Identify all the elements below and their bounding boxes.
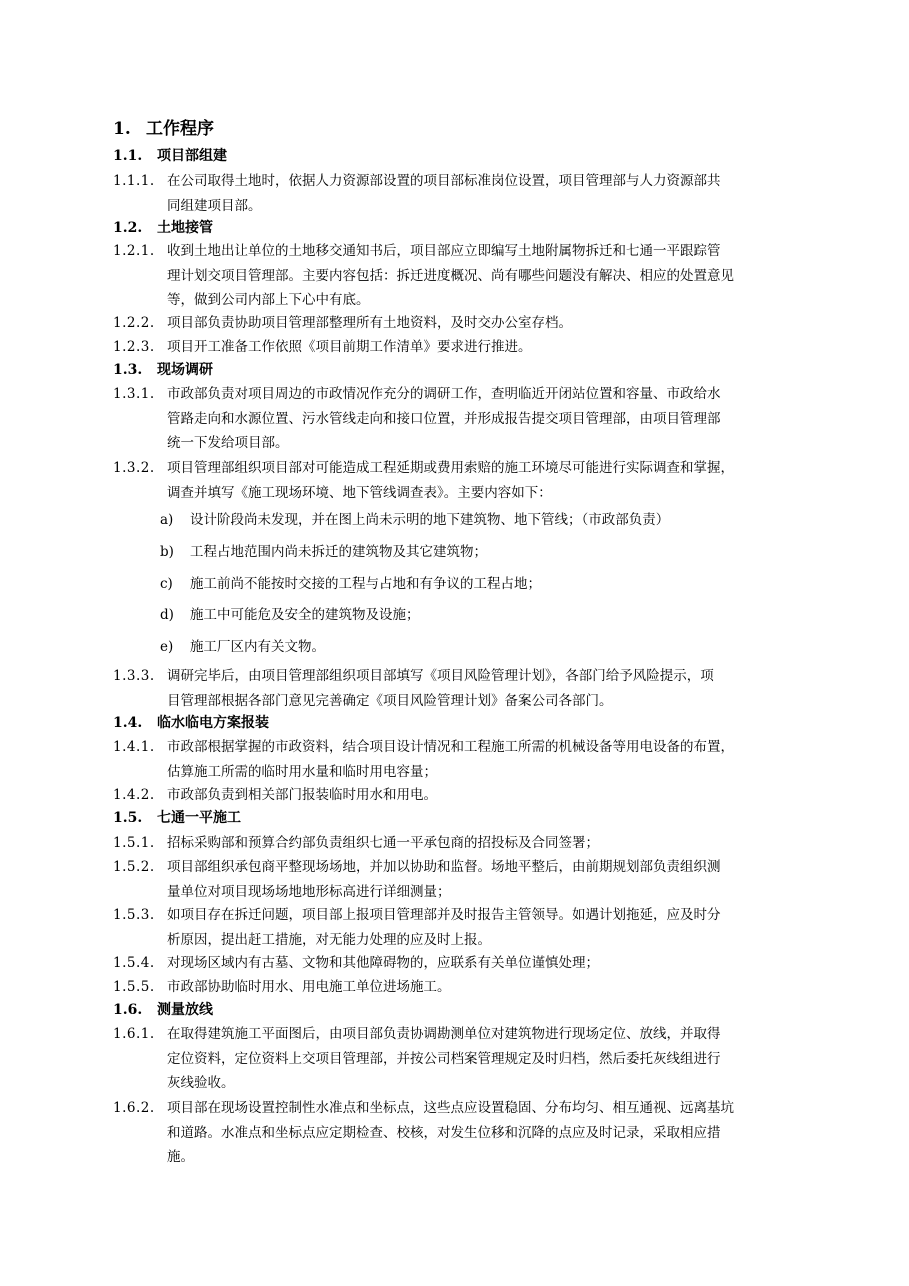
subsection-title: 临水临电方案报装 — [157, 715, 269, 731]
clause-number: 1.3.2. — [113, 460, 155, 476]
clause-line: 在公司取得土地时，依据人力资源部设置的项目部标准岗位设置，项目管理部与人力资源部共 — [167, 173, 721, 189]
clause-line: 市政部负责到相关部门报装临时用水和用电。 — [167, 787, 437, 803]
subsection-title: 测量放线 — [157, 1002, 213, 1018]
clause-line: 估算施工所需的临时用水量和临时用电容量； — [167, 763, 437, 780]
clause-line: 理计划交项目管理部。主要内容包括：拆迁进度概况、尚有哪些问题没有解决、相应的处置意见 — [167, 267, 734, 284]
clause-number: 1.4.2. — [113, 787, 155, 803]
subsection-heading — [113, 999, 213, 1021]
subsection-number: 1.1. — [113, 148, 143, 164]
subsection-title: 现场调研 — [157, 362, 213, 378]
clause-line: 统一下发给项目部。 — [167, 435, 289, 451]
sub-item-letter: d) — [160, 607, 174, 623]
section-number: 1. — [113, 119, 131, 139]
sub-item-text: 施工中可能危及安全的建筑物及设施； — [190, 607, 420, 623]
clause-line: 管路走向和水源位置、污水管线走向和接口位置，并形成报告提交项目管理部，由项目管理部 — [167, 410, 721, 427]
clause-line: 项目管理部组织项目部对可能造成工程延期或费用索赔的施工环境尽可能进行实际调查和掌握， — [167, 460, 734, 476]
clause-line: 市政部负责对项目周边的市政情况作充分的调研工作，查明临近开闭站位置和容量、市政给水 — [167, 386, 721, 402]
clause-line: 招标采购部和预算合约部负责组织七通一平承包商的招投标及合同签署； — [167, 835, 599, 851]
clause-line: 量单位对项目现场场地地形标高进行详细测量； — [167, 883, 451, 900]
subsection-heading — [113, 145, 227, 167]
clause-number: 1.5.2. — [113, 859, 155, 875]
clause — [113, 335, 833, 360]
clause — [113, 951, 833, 976]
subsection-title: 土地接管 — [157, 220, 213, 236]
clause-line: 调研完毕后，由项目管理部组织项目部填写《项目风险管理计划》，各部门给予风险提示，项 — [167, 668, 714, 684]
clause — [113, 975, 833, 1000]
sub-list-item — [160, 636, 325, 658]
clause-number: 1.5.3. — [113, 907, 155, 923]
clause-line: 施。 — [167, 1149, 194, 1165]
clause-number: 1.3.1. — [113, 386, 155, 402]
clause-line: 项目开工准备工作依照《项目前期工作清单》要求进行推进。 — [167, 339, 532, 355]
sub-item-letter: b) — [160, 544, 174, 560]
subsection-number: 1.6. — [113, 1002, 143, 1018]
sub-item-text: 施工厂区内有关文物。 — [190, 639, 325, 655]
clause-number: 1.2.1. — [113, 243, 155, 259]
sub-item-letter: e) — [160, 639, 174, 655]
clause-line: 如项目存在拆迁问题，项目部上报项目管理部并及时报告主管领导。如遇计划拖延，应及时分 — [167, 907, 721, 923]
clause — [113, 169, 833, 218]
subsection-heading — [113, 217, 213, 239]
clause-line: 市政部协助临时用水、用电施工单位进场施工。 — [167, 979, 451, 995]
clause-number: 1.5.5. — [113, 979, 155, 995]
sub-item-letter: a) — [160, 512, 174, 528]
clause-line: 目管理部根据各部门意见完善确定《项目风险管理计划》备案公司各部门。 — [167, 692, 613, 709]
clause-line: 同组建项目部。 — [167, 197, 262, 214]
subsection-number: 1.5. — [113, 810, 143, 826]
sub-list-item — [160, 604, 420, 626]
clause — [113, 456, 833, 505]
subsection-number: 1.3. — [113, 362, 143, 378]
clause-line: 等，做到公司内部上下心中有底。 — [167, 292, 370, 308]
clause-number: 1.2.3. — [113, 339, 155, 355]
clause-line: 市政部根据掌握的市政资料，结合项目设计情况和工程施工所需的机械设备等用电设备的布置， — [167, 739, 734, 755]
sub-item-text: 设计阶段尚未发现，并在图上尚未示明的地下建筑物、地下管线；（市政部负责） — [190, 512, 670, 528]
clause-line: 定位资料，定位资料上交项目管理部，并按公司档案管理规定及时归档，然后委托灰线组进行 — [167, 1050, 721, 1067]
sub-item-letter: c) — [160, 576, 173, 592]
clause-line: 项目部组织承包商平整现场场地，并加以协助和监督。场地平整后，由前期规划部负责组织测 — [167, 859, 721, 875]
clause-number: 1.3.3. — [113, 668, 155, 684]
clause — [113, 311, 833, 336]
clause — [113, 783, 833, 808]
clause-line: 在取得建筑施工平面图后，由项目部负责协调勘测单位对建筑物进行现场定位、放线，并取得 — [167, 1026, 721, 1042]
clause-line: 项目部负责协助项目管理部整理所有土地资料，及时交办公室存档。 — [167, 315, 572, 331]
clause — [113, 1096, 833, 1170]
clause — [113, 903, 833, 952]
sub-item-text: 工程占地范围内尚未拆迁的建筑物及其它建筑物； — [190, 544, 487, 560]
subsection-number: 1.2. — [113, 220, 143, 236]
clause-line: 灰线验收。 — [167, 1075, 235, 1091]
clause-line: 和道路。水准点和坐标点应定期检查、校核，对发生位移和沉降的点应及时记录，采取相应措 — [167, 1124, 721, 1141]
subsection-number: 1.4. — [113, 715, 143, 731]
clause-number: 1.5.4. — [113, 955, 155, 971]
section-heading — [113, 117, 214, 141]
clause-number: 1.1.1. — [113, 173, 155, 189]
clause-line: 对现场区域内有古墓、文物和其他障碍物的，应联系有关单位谨慎处理； — [167, 955, 599, 971]
clause — [113, 382, 833, 456]
sub-list-item — [160, 541, 487, 563]
clause — [113, 831, 833, 856]
sub-item-text: 施工前尚不能按时交接的工程与占地和有争议的工程占地； — [190, 576, 541, 592]
subsection-heading — [113, 807, 241, 829]
clause-line: 调查并填写《施工现场环境、地下管线调查表》。主要内容如下： — [167, 484, 552, 501]
sub-list-item — [160, 509, 669, 531]
clause — [113, 239, 833, 313]
clause-number: 1.5.1. — [113, 835, 155, 851]
clause-line: 析原因，提出赶工措施，对无能力处理的应及时上报。 — [167, 931, 491, 948]
subsection-heading — [113, 712, 269, 734]
clause — [113, 664, 833, 713]
section-title: 工作程序 — [146, 119, 214, 139]
clause-line: 项目部在现场设置控制性水准点和坐标点，这些点应设置稳固、分布均匀、相互通视、远离基坑 — [167, 1100, 734, 1116]
subsection-title: 七通一平施工 — [157, 810, 241, 826]
subsection-heading — [113, 359, 213, 381]
clause — [113, 1022, 833, 1096]
subsection-title: 项目部组建 — [157, 148, 227, 164]
clause-line: 收到土地出让单位的土地移交通知书后，项目部应立即编写土地附属物拆迁和七通一平跟踪管 — [167, 243, 721, 259]
clause-number: 1.6.1. — [113, 1026, 155, 1042]
clause — [113, 855, 833, 904]
clause — [113, 735, 833, 784]
sub-list-item — [160, 573, 541, 595]
clause-number: 1.6.2. — [113, 1100, 155, 1116]
clause-number: 1.2.2. — [113, 315, 155, 331]
clause-number: 1.4.1. — [113, 739, 155, 755]
